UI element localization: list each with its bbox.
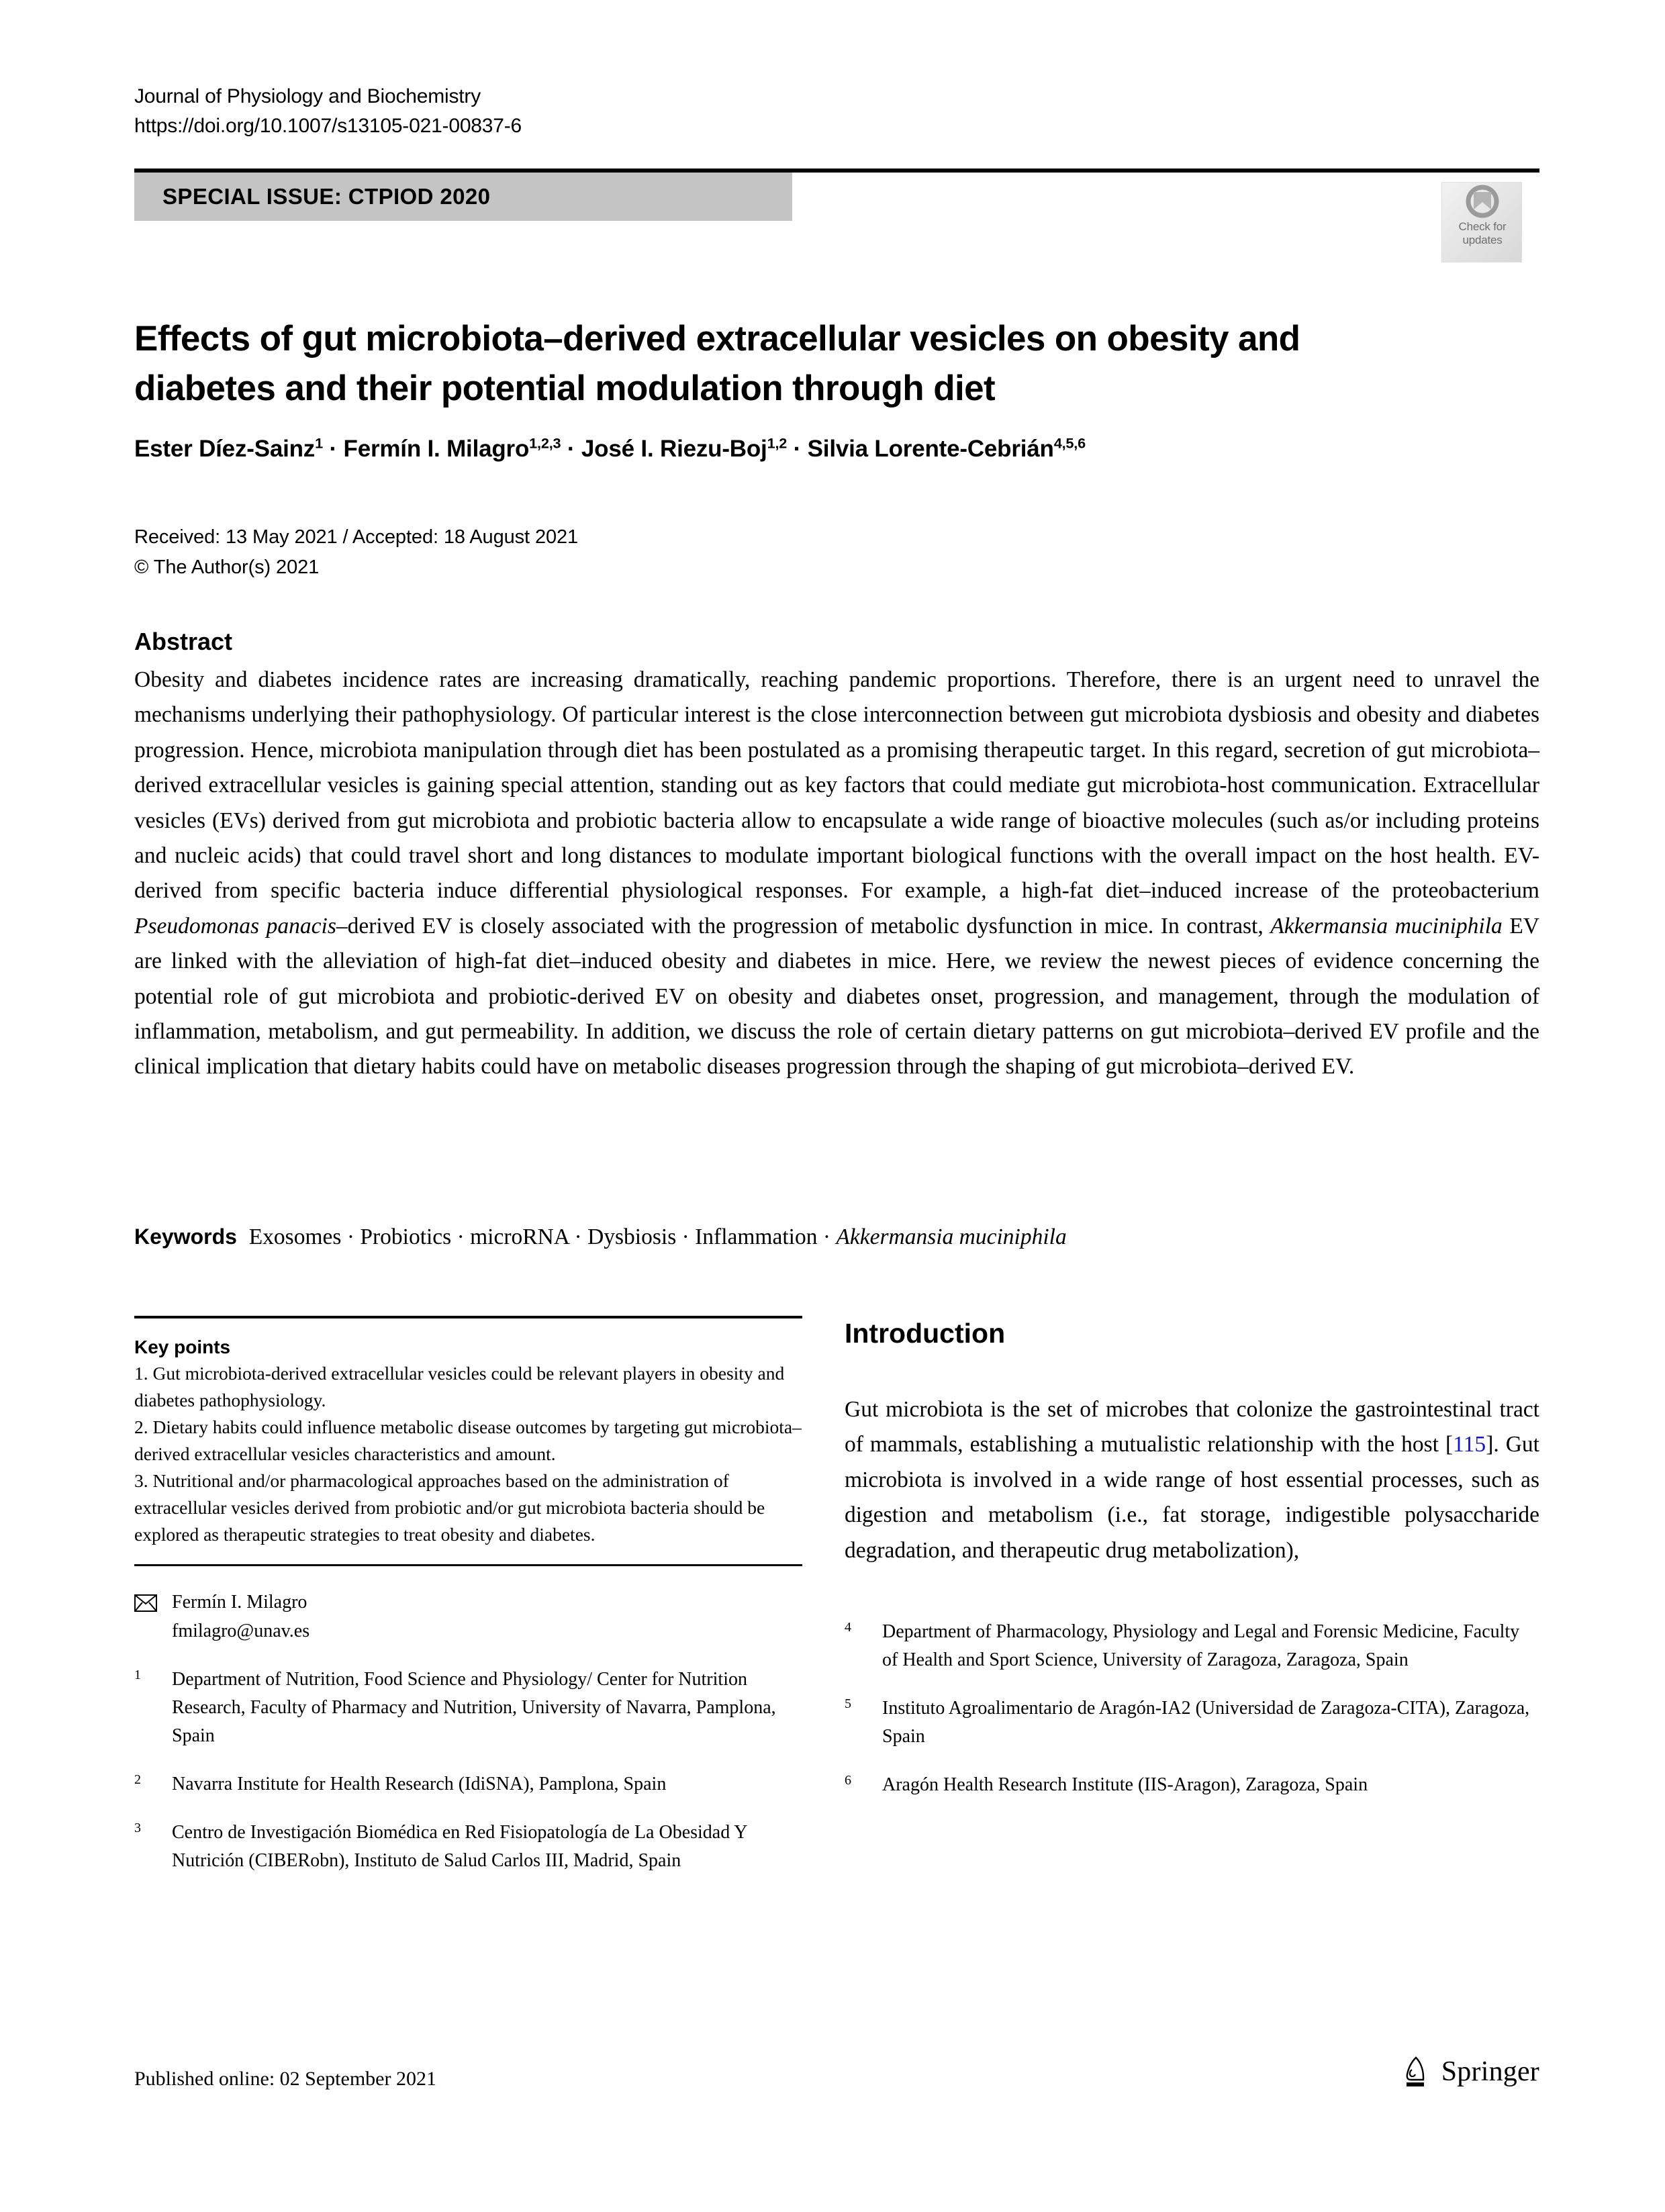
abstract-text [134,663,1539,1085]
doi-link[interactable]: https://doi.org/10.1007/s13105-021-00837-6 [134,115,522,137]
check-for-updates-label [1442,220,1523,247]
affiliation-text: Instituto Agroalimentario de Aragón-IA2 (Universidad de Zaragoza-CITA), Zaragoza, Spain [882,1698,1530,1747]
corresponding-author-name: Fermín I. Milagro [172,1592,307,1613]
affiliation-entry [845,1694,1539,1751]
key-point-item: 1. Gut microbiota-derived extracellular vesicles could be relevant players in obesity and diabetes pathophysiology. [134,1363,785,1410]
affiliation-text: Aragón Health Research Institute (IIS-Aragon), Zaragoza, Spain [882,1774,1368,1796]
crossmark-icon [1442,183,1523,220]
author-affiliation-marker: 1,2 [767,434,788,452]
abstract-run: Obesity and diabetes incidence rates are increasing dramatically, reaching pandemic proportions. Therefore, there is an urgent need to unravel the mechanisms underlying their pathophysiology. Of particular interest is the close interconnection between gut microbiota dysbiosis and obesity and diabetes progression. Hence, microbiota manipulation through diet has been postulated as a promising therapeutic target. In this regard, secretion of gut microbiota–derived extracellular vesicles is gaining special attention, standing out as key factors that could mediate gut microbiota-host communication. Extracellular vesicles (EVs) derived from gut microbiota and probiotic bacteria allow to encapsulate a wide range of bioactive molecules (such as/or including proteins and nucleic acids) that could travel short and long distances to modulate important biological functions with the overall impact on the host health. EV-derived from specific bacteria induce differential physiological responses. For example, a high-fat diet–induced increase of the proteobacterium [134,667,1539,904]
introduction-text [845,1392,1539,1568]
affiliation-number: 6 [845,1773,851,1788]
key-points-list [134,1360,802,1548]
check-for-updates-line2: updates [1462,234,1503,246]
affiliation-number: 4 [845,1620,851,1635]
received-accepted: Received: 13 May 2021 / Accepted: 18 August 2021 [134,526,579,548]
published-online: Published online: 02 September 2021 [134,2068,436,2090]
abstract-run: –derived EV is closely associated with the progression of metabolic dysfunction in mice. In contrast, [336,913,1271,939]
abstract-italic-term: Akkermansia muciniphila [1270,913,1503,939]
introduction-heading: Introduction [845,1318,1006,1349]
keyword-separator: · [341,1224,361,1249]
citation-link[interactable]: 115 [1453,1432,1486,1457]
publisher-logo-group [1402,2056,1539,2088]
journal-name: Journal of Physiology and Biochemistry [134,85,481,107]
keypoints-bottom-rule [134,1564,802,1566]
affiliations-left [134,1666,802,1875]
affiliation-number: 2 [134,1772,141,1787]
affiliations-right [845,1618,1539,1799]
affiliation-number: 3 [134,1821,141,1835]
author-affiliation-marker: 1,2,3 [529,434,561,452]
author-name: José I. Riezu-Boj [581,436,767,462]
affiliation-number: 5 [845,1696,851,1712]
key-points-heading: Key points [134,1337,231,1357]
author-name: Ester Díez-Sainz [134,436,316,462]
springer-horse-icon [1402,2056,1432,2087]
keyword-item[interactable]: Dysbiosis [587,1224,677,1249]
keyword-item[interactable]: Akkermansia muciniphila [836,1224,1067,1249]
copyright-line: © The Author(s) 2021 [134,557,320,578]
affiliation-text: Department of Nutrition, Food Science and Physiology/ Center for Nutrition Research, Faculty of Pharmacy and Nutrition, University of Navarra, Pamplona, Spain [172,1669,776,1746]
introduction-run: Gut microbiota is the set of microbes that colonize the gastrointestinal tract of mammals, establishing a mutualistic relationship with the host [ [845,1397,1539,1457]
key-point-item: 3. Nutritional and/or pharmacological approaches based on the administration of extracellular vesicles derived from probiotic and/or gut microbiota bacteria should be explored as therapeutic strategies to treat obesity and diabetes. [134,1470,765,1545]
abstract-run: EV are linked with the alleviation of high-fat diet–induced obesity and diabetes in mice. Here, we review the newest pieces of evidence concerning the potential role of gut microbiota and probiotic-derived EV on obesity and diabetes onset, progression, and management, through the modulation of inflammation, metabolism, and gut permeability. In addition, we discuss the role of certain dietary patterns on gut microbiota–derived EV profile and the clinical implication that dietary habits could have on metabolic diseases progression through the shaping of gut microbiota–derived EV. [134,913,1539,1079]
publication-dates [134,522,1074,583]
affiliation-entry [134,1770,802,1798]
introduction-run: ]. Gut microbiota is involved in a wide range of host essential processes, such as digestion and metabolism (i.e., fat storage, indigestible polysaccharide degradation, and therapeutic drug metabolization), [845,1432,1539,1563]
special-issue-band [134,173,792,221]
abstract-heading: Abstract [134,628,233,655]
keyword-item[interactable]: Probiotics [360,1224,452,1249]
abstract-italic-term: Pseudomonas panacis [134,913,336,939]
keypoints-top-rule [134,1316,802,1318]
author-affiliation-marker: 4,5,6 [1053,434,1086,452]
affiliation-text: Department of Pharmacology, Physiology and Legal and Forensic Medicine, Faculty of Health and Sport Science, University of Zaragoza, Zaragoza, Spain [882,1621,1520,1671]
affiliation-entry [845,1618,1539,1674]
keyword-separator: · [817,1224,837,1249]
affiliation-text: Centro de Investigación Biomédica en Red Fisiopatología de La Obesidad Y Nutrición (CIBERobn), Instituto de Salud Carlos III, Madrid, Spain [172,1822,747,1871]
affiliation-entry [134,1819,802,1875]
article-title: Effects of gut microbiota–derived extracellular vesicles on obesity and diabetes and their potential modulation through diet [134,318,1300,408]
corresponding-author-email[interactable]: fmilagro@unav.es [172,1621,310,1641]
special-issue-label: SPECIAL ISSUE: CTPIOD 2020 [162,184,491,209]
author-separator: · [787,436,808,462]
author-name: Fermín I. Milagro [343,436,530,462]
envelope-icon [134,1588,172,1645]
key-point-item: 2. Dietary habits could influence metabolic disease outcomes by targeting gut microbiota–derived extracellular vesicles characteristics and amount. [134,1416,802,1464]
author-separator: · [323,436,344,462]
keyword-separator: · [569,1224,588,1249]
left-column [134,1316,802,1875]
author-separator: · [561,436,581,462]
check-for-updates-line1: Check for [1458,220,1507,233]
keyword-item[interactable]: Inflammation [695,1224,818,1249]
keyword-item[interactable]: Exosomes [248,1224,342,1249]
right-column [845,1316,1539,1799]
journal-header [134,82,1208,141]
keyword-item[interactable]: microRNA [470,1224,569,1249]
author-name: Silvia Lorente-Cebrián [807,436,1054,462]
keyword-separator: · [451,1224,471,1249]
corresponding-author [134,1588,802,1645]
author-affiliation-marker: 1 [315,434,323,452]
check-for-updates-badge[interactable] [1441,182,1522,262]
publisher-name: Springer [1441,2056,1539,2087]
keyword-separator: · [676,1224,696,1249]
affiliation-number: 1 [134,1668,141,1682]
affiliation-entry [845,1771,1539,1799]
author-list [134,433,1477,465]
keywords-line [134,1220,1539,1253]
affiliation-entry [134,1666,802,1750]
affiliation-text: Navarra Institute for Health Research (IdiSNA), Pamplona, Spain [172,1774,667,1794]
keywords-label: Keywords [134,1224,249,1249]
